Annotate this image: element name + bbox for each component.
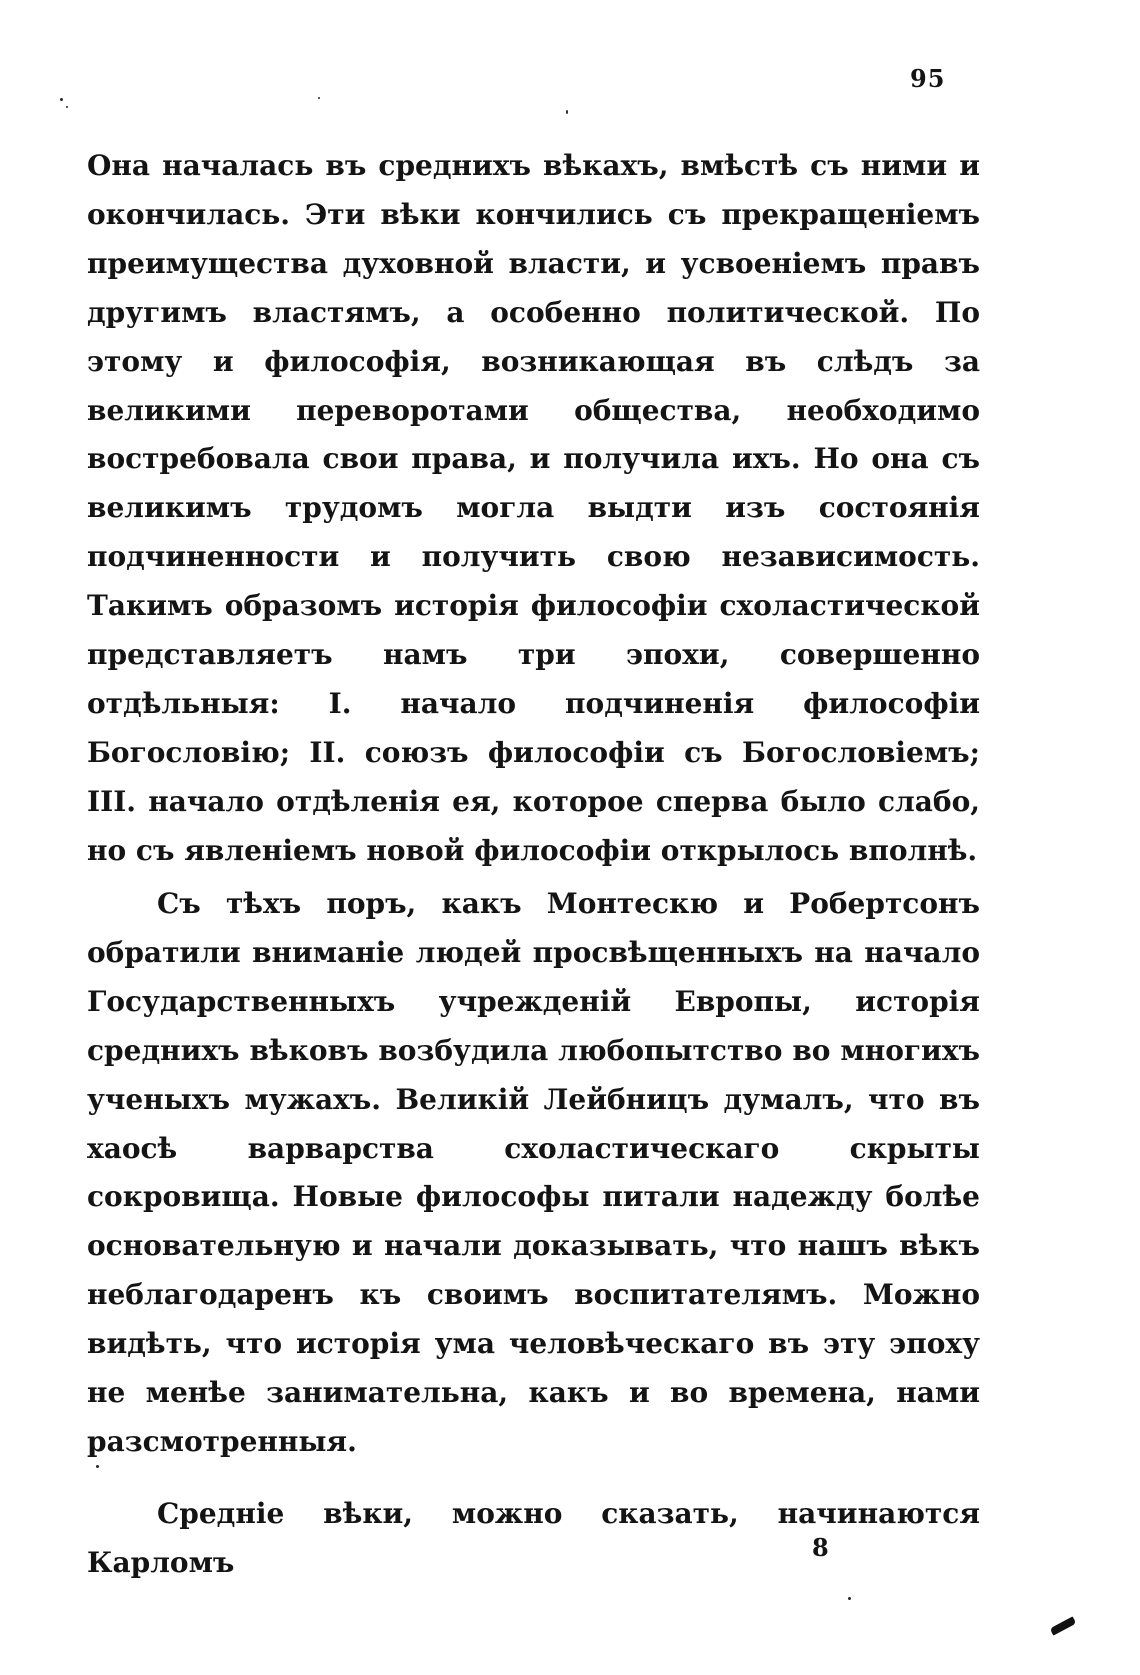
paragraph-2: Съ тѣхъ поръ, какъ Монтескю и Робертсонъ обратили вниманіе людей просвѣщенныхъ на начало Государственныхъ учрежденій Европы, исторія среднихъ вѣковъ возбудила любопытство во многихъ ученыхъ мужахъ. Великій Лейбницъ думалъ, что въ хаосѣ варварства схоластическаго скрыты сокровища. Новые философы питали надежду болѣе основательную и начали доказывать, что нашъ вѣкъ неблагодаренъ къ своимъ воспитателямъ. Можно видѣть, что исторія ума человѣческаго въ эту эпоху не менѣе занимательна, какъ и во времена, нами разсмотренныя. [87, 887, 980, 1458]
paragraph-3: Средніе вѣки, можно сказать, начинаются Карломъ [87, 1497, 980, 1579]
ink-speck [60, 98, 63, 101]
ink-stroke-mark [1050, 1616, 1077, 1635]
ink-speck [96, 1465, 99, 1468]
signature-mark: 8 [812, 1533, 829, 1562]
page-number: 95 [910, 64, 946, 93]
ink-speck [66, 106, 68, 108]
paragraph-1: Она началась въ среднихъ вѣкахъ, вмѣстѣ съ ними и окончилась. Эти вѣки кончились съ прекращеніемъ преимущества духовной власти, и усвоеніемъ правъ другимъ властямъ, а особенно политической. По этому и философія, возникающая въ слѣдъ за великими переворотами общества, необходимо востребовала свои права, и получила ихъ. Но она съ великимъ трудомъ могла выдти изъ состоянія подчиненности и получить свою независимость. Такимъ образомъ исторія философіи схоластической представляетъ намъ три эпохи, совершенно отдѣльныя: I. начало подчиненія философіи Богословію; II. союзъ философіи съ Богословіемъ; III. начало отдѣленія ея, которое сперва было слабо, но съ явленіемъ новой философіи открылось вполнѣ. [87, 149, 980, 867]
ink-speck [848, 1597, 851, 1600]
ink-speck [318, 97, 320, 99]
ink-speck [566, 110, 568, 114]
